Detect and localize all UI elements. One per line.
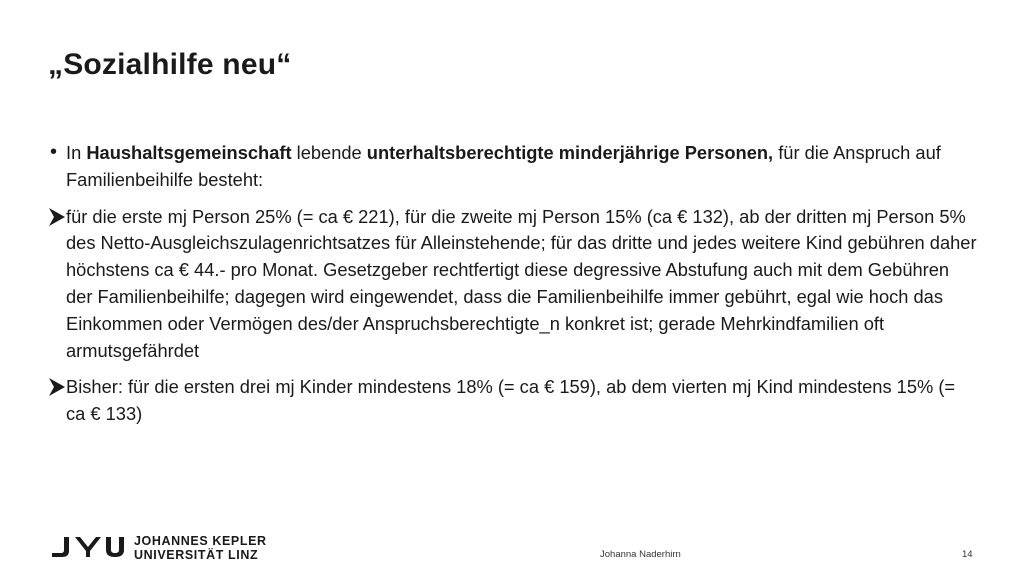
slide-title: „Sozialhilfe neu“: [48, 48, 292, 81]
bullet-text: In Haushaltsgemeinschaft lebende unterhaltsberechtigte minderjährige Personen, für die Anspruch auf Familienbeihilfe besteht:: [66, 142, 941, 190]
arrow-item-first: [48, 204, 978, 365]
arrow-item-second: [48, 374, 978, 428]
bullet-item: [48, 140, 978, 194]
bold-term-haushaltsgemeinschaft: Haushaltsgemeinschaft: [86, 142, 292, 163]
arrow-item-text: für die erste mj Person 25% (= ca € 221), für die zweite mj Person 15% (ca € 132), ab der dritten mj Person 5% des Netto-Ausgleichszulagenrichtsatzes für Alleinstehende; für das dritte und jedes weitere Kind gebühren daher höchstens ca € 44.- pro Monat. Gesetzgeber rechtfertigt diese degressive Abstufung auch mit dem Gebühren der Familienbeihilfe; dagegen wird eingewendet, dass die Familienbeihilfe immer gebührt, egal wie hoch das Einkommen oder Vermögen des/der Anspruchsberechtigte_n konkret ist; gerade Mehrkindfamilien oft armutsgefährdet: [66, 205, 977, 361]
slide-content: [48, 140, 978, 428]
arrow-bullet-icon: [48, 377, 66, 397]
bold-term-personen: unterhaltsberechtigte minderjährige Personen,: [366, 142, 774, 163]
page-number: 14: [962, 549, 973, 560]
arrow-item-text: Bisher: für die ersten drei mj Kinder mindestens 18% (= ca € 159), ab dem vierten mj Kind mindestens 15% (= ca € 133): [66, 376, 956, 425]
university-name: JOHANNES KEPLER UNIVERSITÄT LINZ: [134, 534, 267, 562]
bullet-dot-icon: •: [50, 141, 58, 163]
jku-logo-mark: [50, 536, 126, 558]
footer-author: Johanna Naderhirn: [600, 549, 681, 560]
arrow-bullet-icon: [48, 207, 66, 227]
